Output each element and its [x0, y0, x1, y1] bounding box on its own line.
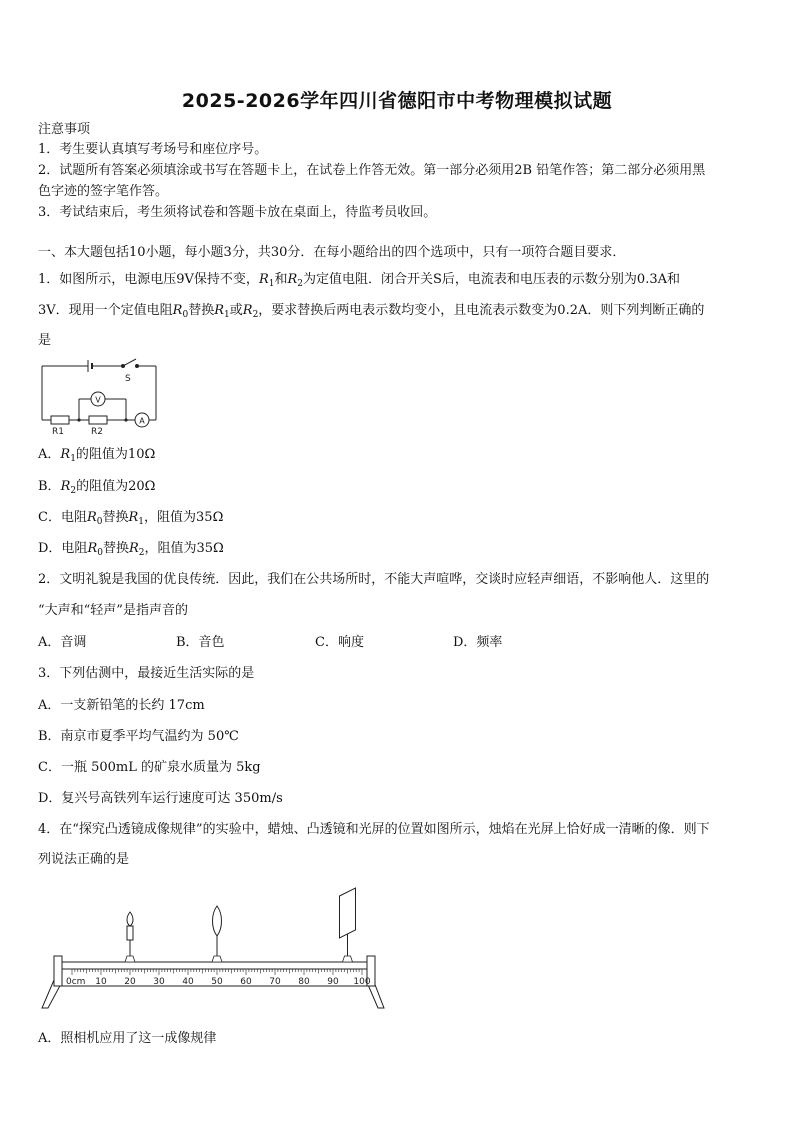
notice-item: 2．试题所有答案必须填涂或书写在答题卡上，在试卷上作答无效。第一部分必须用2B 铅笔作答；第二部分必须用黑	[38, 163, 706, 178]
ruler-label: 40	[182, 977, 194, 987]
r1-label: R1	[52, 427, 64, 437]
resistor-r1	[51, 416, 69, 424]
notice-item: 3．考试结束后，考生须将试卷和答题卡放在桌面上，待监考员收回。	[38, 205, 437, 220]
q4-line2: 列说法正确的是	[38, 852, 130, 867]
voltmeter-label: V	[95, 395, 101, 405]
ruler-label: 90	[327, 977, 339, 987]
q3-option-b: B．南京市夏季平均气温约为 50℃	[38, 729, 239, 744]
ruler-label: 50	[211, 977, 223, 987]
switch-blade	[123, 359, 136, 366]
q3-option-a: A．一支新铅笔的长约 17cm	[38, 698, 205, 713]
q1-option-a: A．$R_1$的阻值为10Ω	[38, 447, 156, 464]
q1-line3: 是	[38, 333, 52, 348]
switch-label: S	[125, 374, 131, 384]
convex-lens	[212, 906, 222, 962]
q3-line1: 3．下列估测中，最接近生活实际的是	[38, 666, 255, 681]
section-header: 一、本大题包括10小题，每小题3分，共30分．在每小题给出的四个选项中，只有一项符合题目要求．	[38, 245, 626, 260]
ruler-label: 60	[240, 977, 252, 987]
q4-line1: 4．在“探究凸透镜成像规律”的实验中，蜡烛、凸透镜和光屏的位置如图所示，烛焰在光屏上恰好成一清晰的像．则下	[38, 822, 710, 837]
candle	[125, 912, 135, 962]
q2-option-b: B．音色	[176, 635, 225, 650]
circuit-diagram	[36, 354, 162, 438]
q2-line2: “大声和“轻声”是指声音的	[38, 603, 188, 618]
q3-option-c: C．一瓶 500mL 的矿泉水质量为 5kg	[38, 760, 261, 775]
q3-option-d: D．复兴号高铁列车运行速度可达 350m/s	[38, 791, 283, 806]
notice-item: 色字迹的签字笔作答。	[38, 184, 169, 199]
notice-item: 1．考生要认真填写考场号和座位序号。	[38, 142, 268, 157]
ruler-label: 20	[124, 977, 136, 987]
ruler-label: 0cm	[66, 977, 86, 987]
candle-body	[127, 926, 133, 940]
candle-flame	[127, 912, 133, 926]
ruler-label: 100	[353, 977, 371, 987]
optical-bench-diagram	[36, 880, 386, 1012]
q1-line2: 3V．现用一个定值电阻$R_0$替换$R_1$或$R_2$，要求替换后两电表示数均变小，且电流表示数变为0.2A．则下列判断正确的	[38, 303, 705, 320]
resistor-r2	[89, 416, 107, 424]
light-screen	[340, 888, 356, 962]
ammeter-label: A	[139, 416, 145, 426]
bench-end-left	[54, 956, 62, 986]
ruler-label: 70	[269, 977, 281, 987]
q2-option-a: A．音调	[38, 635, 87, 650]
q2-option-d: D．频率	[453, 635, 503, 650]
notice-heading: 注意事项	[38, 122, 91, 137]
ruler-label: 10	[95, 977, 107, 987]
ruler-label: 30	[153, 977, 165, 987]
q1-option-c: C．电阻$R_0$替换$R_1$，阻值为35Ω	[38, 510, 224, 527]
q1-option-b: B．$R_2$的阻值为20Ω	[38, 479, 156, 496]
q2-option-c: C．响度	[315, 635, 364, 650]
page-title: 2025-2026学年四川省德阳市中考物理模拟试题	[181, 90, 613, 112]
bench-rail	[62, 962, 367, 969]
q2-line1: 2．文明礼貌是我国的优良传统．因此，我们在公共场所时，不能大声喧哗，交谈时应轻声细语，不影响他人．这里的	[38, 572, 710, 587]
q1-option-d: D．电阻$R_0$替换$R_2$，阻值为35Ω	[38, 541, 224, 558]
ruler-label: 80	[298, 977, 310, 987]
r2-label: R2	[91, 427, 103, 437]
q4-option-a: A．照相机应用了这一成像规律	[38, 1031, 217, 1046]
q1-line1: 1．如图所示，电源电压9V保持不变，$R_1$和$R_2$为定值电阻．闭合开关S后，电流表和电压表的示数分别为0.3A和	[38, 272, 680, 289]
